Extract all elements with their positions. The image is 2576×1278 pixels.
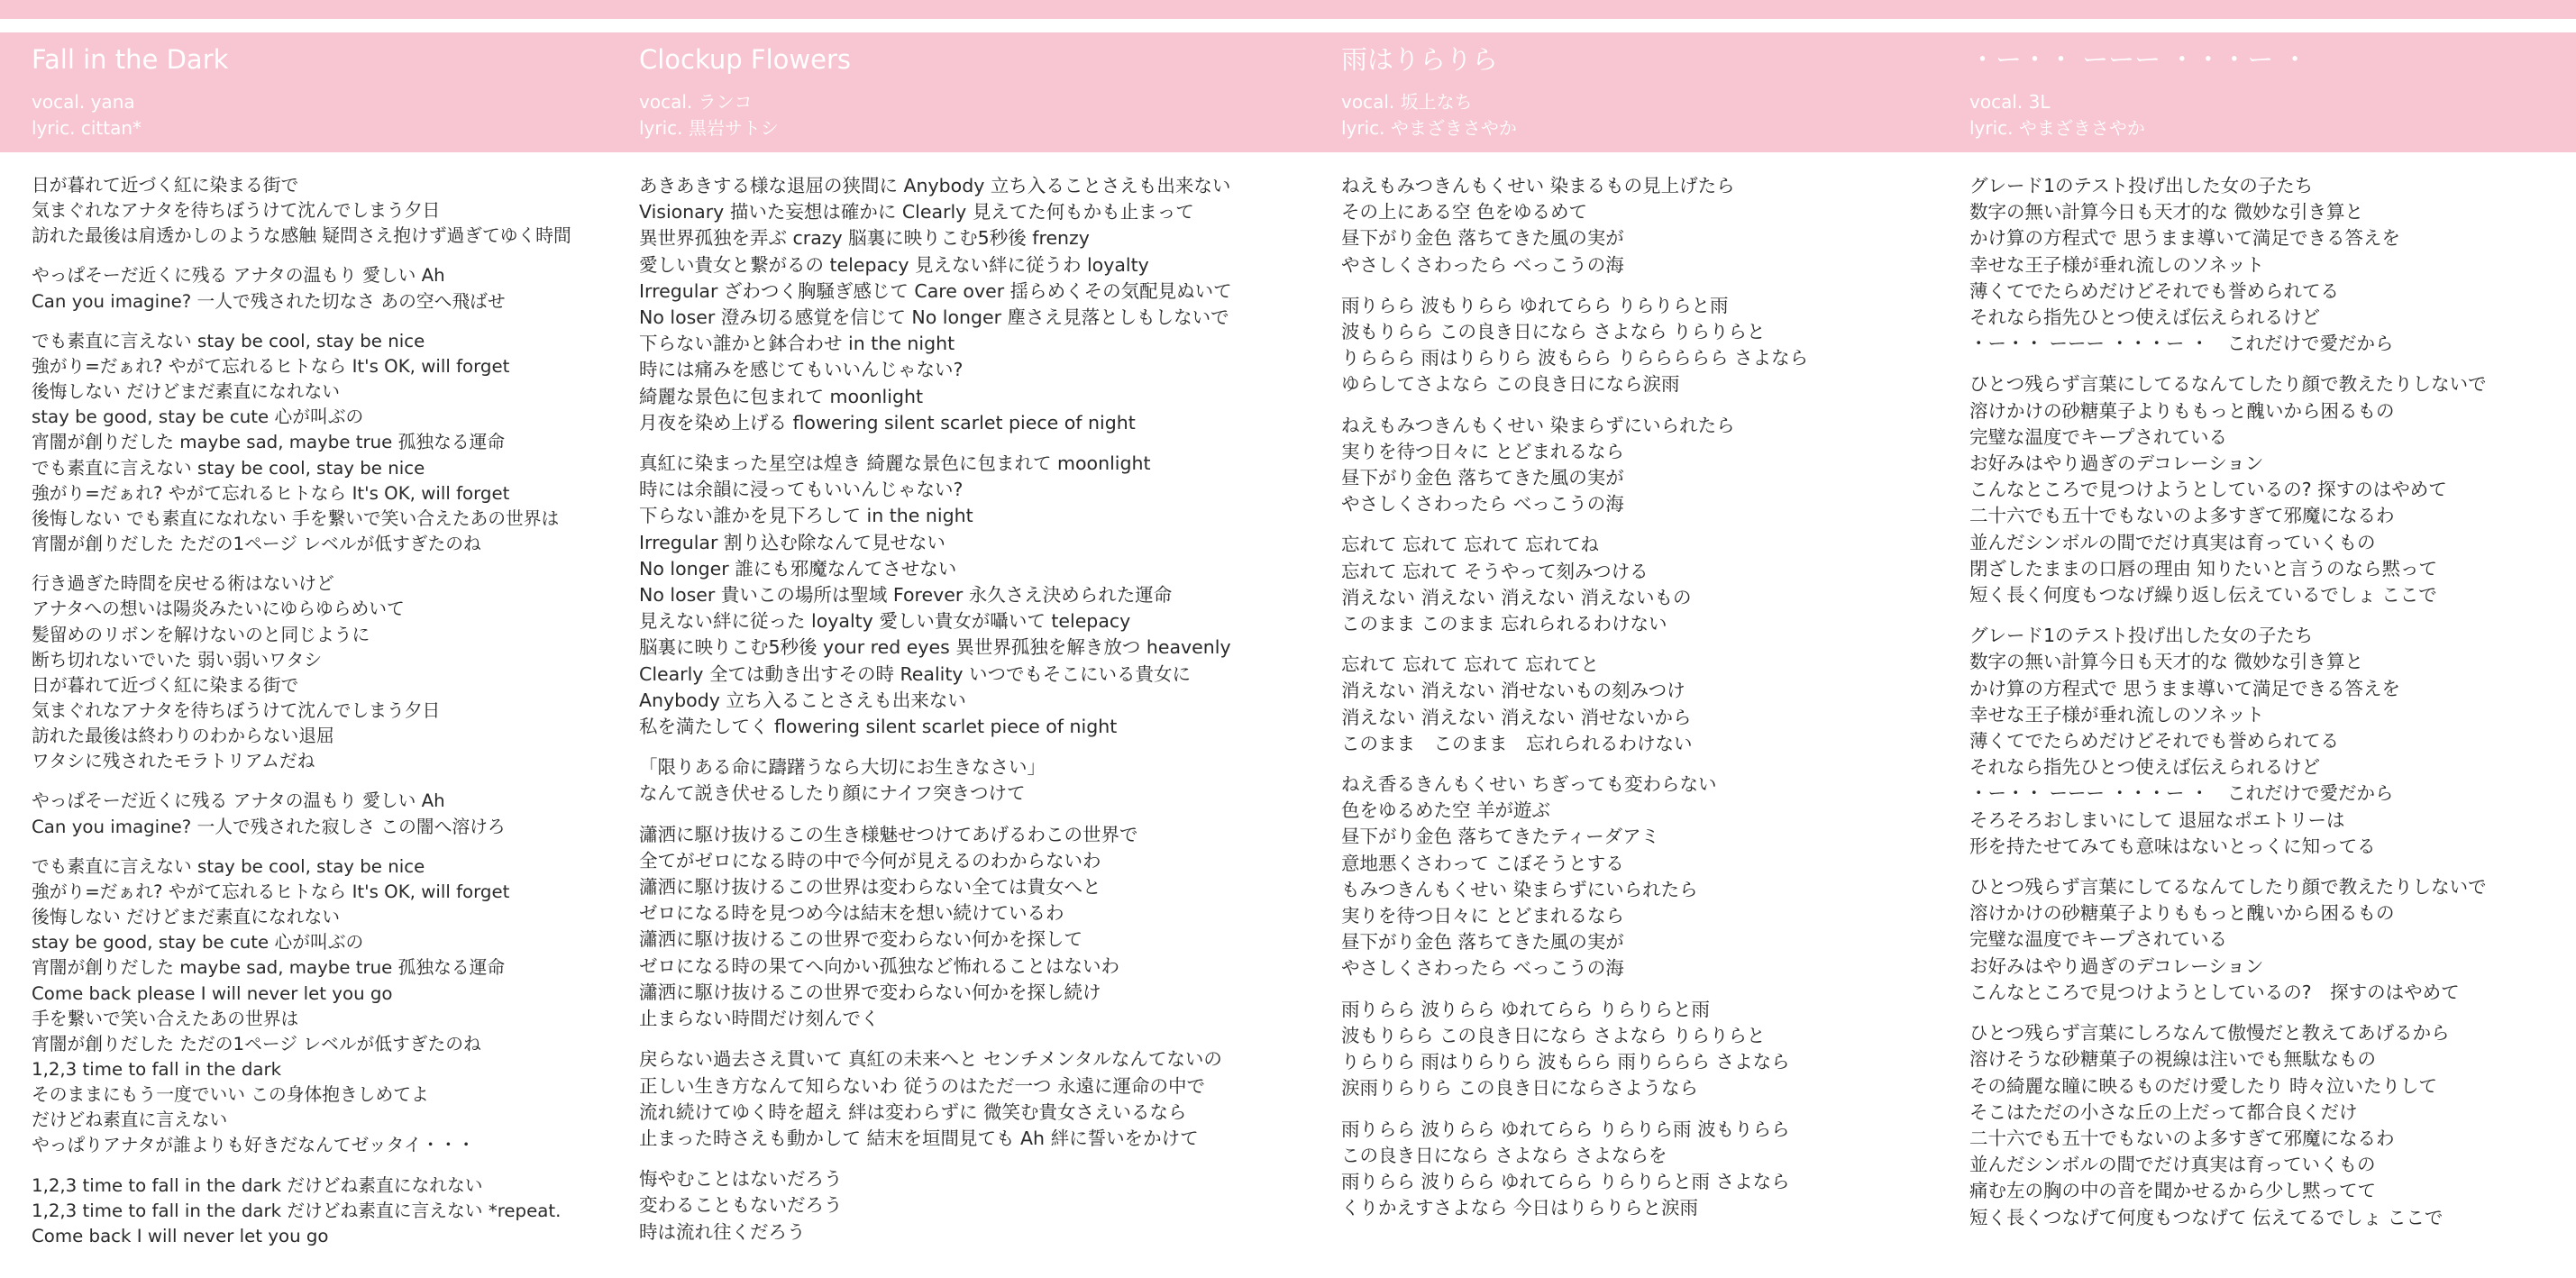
lyric-stanza [1341, 1117, 1808, 1222]
lyric-line: それなら指先ひとつ使えば伝えられるけど [1969, 756, 2321, 779]
lyric-stanza [1341, 997, 1808, 1102]
lyric-stanza [1341, 413, 1808, 518]
lyric-stanza [639, 451, 1232, 740]
track-title: 雨はりらりら [1341, 44, 1499, 75]
lyric-line: やさしくさわったら べっこうの海 [1341, 253, 1624, 276]
lyric-line: 宵闇が創りだした ただの1ページ レベルが低すぎたのね [32, 534, 481, 555]
lyrics-body [1341, 173, 1808, 1236]
lyric-line: 気まぐれなアナタを待ちぼうけて沈んでしまう夕日 [32, 200, 441, 222]
lyric-line: 訪れた最後は終わりのわからない退屈 [32, 726, 334, 747]
lyric-line: Come back I will never let you go [32, 1225, 329, 1246]
lyric-line: No loser 澄み切る感覚を信じて No longer 塵さえ見落としもしないで [639, 306, 1229, 329]
top-accent-bar [0, 0, 2576, 19]
lyric-line: 流れ続けてゆく時を超え 絆は変わらずに 微笑む貴女さえいるなら [639, 1100, 1187, 1123]
lyric-line: 昼下がり金色 落ちてきた風の実が [1341, 467, 1624, 489]
lyric-line: 痛む左の胸の中の音を聞かせるから少し黙ってて [1969, 1180, 2376, 1202]
lyric-line: 愛しい貴女と繋がるの telepacy 見えない絆に従うわ loyalty [639, 253, 1149, 276]
lyric-line: 雨りらら 波りらら ゆれてらら りらりらと雨 [1341, 998, 1711, 1020]
lyric-line: くりかえすさよなら 今日はりらりらと涙雨 [1341, 1197, 1699, 1219]
lyric-line: ひとつ残らず言葉にしてるなんてしたり顔で教えたりしないで [1969, 373, 2487, 396]
lyric-line: 時には余韻に浸ってもいいんじゃない? [639, 479, 964, 501]
lyric-line: 溶けかけの砂糖菓子よりももっと醜いから困るもの [1969, 902, 2395, 925]
lyric-line: 月夜を染め上げる flowering silent scarlet piece of night [639, 411, 1136, 434]
lyric-stanza [32, 263, 571, 314]
lyric-line: 全てがゼロになる時の中で今何が見えるのわからないわ [639, 849, 1101, 872]
lyric-line: りららら 雨はりらりら 波もらら りららららら さよなら [1341, 347, 1809, 370]
lyric-line: 短く長く何度もつなげ繰り返し伝えているでしょ ここで [1969, 584, 2437, 607]
lyric-stanza [1969, 874, 2487, 1006]
lyric-line: 悔やむことはないだろう [639, 1168, 843, 1191]
lyric-line: Irregular ざわつく胸騒ぎ感じて Care over 揺らめくその気配見ぬいて [639, 279, 1232, 302]
lyric-stanza [1341, 173, 1808, 278]
lyric-line: Clearly 全ては動き出すその時 Reality いつでもそこにいる貴女に [639, 662, 1192, 685]
lyric-line: 異世界孤独を弄ぶ crazy 脳裏に映りこむ5秒後 frenzy [639, 227, 1090, 250]
lyric-line: ひとつ残らず言葉にしろなんて傲慢だと教えてあげるから [1969, 1022, 2450, 1045]
lyric-line: 実りを待つ日々に とどまれるなら [1341, 905, 1625, 927]
lyric-line: 下らない誰かと鉢合わせ in the night [639, 333, 955, 355]
lyric-line: 断ち切れないでいた 弱い弱いワタシ [32, 649, 323, 671]
lyric-stanza [1969, 173, 2487, 357]
lyric-line: 手を繋いで笑い合えたあの世界は [32, 1008, 299, 1029]
lyric-stanza [1969, 371, 2487, 608]
lyric-stanza [32, 789, 571, 839]
lyric-line: ねえもみつきんもくせい 染まらずにいられたら [1341, 414, 1735, 436]
track-title: Clockup Flowers [639, 44, 851, 75]
lyric-line: 波もりらら この良き日になら さよなら りらりらと [1341, 1024, 1766, 1046]
lyric-stanza [639, 173, 1232, 436]
lyricist-credit: lyric. やまざきさやか [1969, 117, 2145, 139]
lyric-line: 1,2,3 time to fall in the dark だけどね素直になれない [32, 1174, 483, 1196]
lyric-line: 幸せな王子様が垂れ流しのソネット [1969, 253, 2265, 276]
lyric-line: 見えない絆に従った loyalty 愛しい貴女が囁いて telepacy [639, 610, 1131, 633]
lyric-line: 変わることもないだろう [639, 1194, 843, 1217]
lyric-line: 「限りある命に躊躇うなら大切にお生きなさい」 [639, 756, 1046, 779]
lyric-line: 並んだシンボルの間でだけ真実は育っていくもの [1969, 1154, 2376, 1176]
lyric-line: 忘れて 忘れて そうやって刻みつける [1341, 560, 1649, 582]
lyric-stanza [639, 754, 1232, 807]
lyric-line: そろそろおしまいにして 退屈なポエトリーは [1969, 808, 2345, 831]
lyric-line: ねえ香るきんもくせい ちぎっても変わらない [1341, 773, 1717, 796]
lyric-line: 後悔しない だけどまだ素直になれない [32, 381, 341, 403]
lyric-line: 時は流れ往くだろう [639, 1220, 806, 1243]
lyric-stanza [1341, 771, 1808, 982]
lyric-stanza [32, 173, 571, 249]
lyric-line: ゆらしてさよなら この良き日になら涙雨 [1341, 373, 1680, 396]
lyric-line: お好みはやり過ぎのデコレーション [1969, 452, 2264, 475]
lyric-line: やさしくさわったら べっこうの海 [1341, 493, 1624, 516]
lyric-line: stay be good, stay be cute 心が叫ぶの [32, 932, 364, 954]
lyric-line: stay be good, stay be cute 心が叫ぶの [32, 406, 364, 428]
lyric-line: 幸せな王子様が垂れ流しのソネット [1969, 703, 2265, 726]
lyric-line: やさしくさわったら べっこうの海 [1341, 957, 1624, 980]
lyric-line: あきあきする様な退屈の狭間に Anybody 立ち入ることさえも出来ない [639, 175, 1231, 196]
lyric-line: グレード1のテスト投げ出した女の子たち [1969, 175, 2314, 196]
lyric-line: でも素直に言えない stay be cool, stay be nice [32, 855, 425, 877]
lyricist-credit: lyric. やまざきさやか [1341, 117, 1517, 139]
lyric-line: 日が暮れて近づく紅に染まる街で [32, 175, 299, 196]
lyric-stanza [1969, 623, 2487, 860]
lyric-line: 薄くてでたらめだけどそれでも誉められてる [1969, 279, 2339, 302]
track-title: Fall in the Dark [32, 44, 229, 75]
lyric-stanza [32, 571, 571, 774]
lyric-line: でも素直に言えない stay be cool, stay be nice [32, 457, 425, 479]
lyric-line: 強がり=だぁれ? やがて忘れるヒトなら It's OK, will forget [32, 881, 510, 902]
lyric-line: 薄くてでたらめだけどそれでも誉められてる [1969, 730, 2339, 753]
lyric-line: 閉ざしたままの口唇の理由 知りたいと言うのなら黙って [1969, 557, 2438, 580]
lyric-line: 下らない誰かを見下ろして in the night [639, 505, 973, 527]
lyric-line: 後悔しない だけどまだ素直になれない [32, 907, 341, 928]
track-title: ・ー・・ ーーー ・・・ー ・ [1969, 44, 2308, 75]
lyric-line: Visionary 描いた妄想は確かに Clearly 見えてた何もかも止まって [639, 201, 1194, 224]
lyric-line: Anybody 立ち入ることさえも出来ない [639, 689, 966, 711]
lyric-line: かけ算の方程式で 思うまま導いて満足できる答えを [1969, 227, 2401, 250]
lyric-line: そのままにもう一度でいい この身体抱きしめてよ [32, 1084, 429, 1106]
lyric-line: それなら指先ひとつ使えば伝えられるけど [1969, 306, 2321, 329]
lyric-line: 形を持たせてみても意味はないとっくに知ってる [1969, 835, 2376, 857]
lyric-line: りらりら 雨はりらりら 波もらら 雨りららら さよなら [1341, 1051, 1790, 1073]
lyric-line: ・ー・・ ーーー ・・・ー ・ これだけで愛だから [1969, 782, 2394, 805]
lyric-line: 真紅に染まった星空は煌き 綺麗な景色に包まれて moonlight [639, 452, 1151, 475]
lyric-line: 宵闇が創りだした ただの1ページ レベルが低すぎたのね [32, 1033, 481, 1054]
lyric-stanza [32, 854, 571, 1159]
lyric-line: 私を満たしてく flowering silent scarlet piece of night [639, 716, 1118, 738]
lyric-line: アナタへの想いは陽炎みたいにゆらゆらめいて [32, 598, 405, 620]
lyric-line: 二十六でも五十でもないのよ多すぎて邪魔になるわ [1969, 1127, 2395, 1149]
lyric-line: 脳裏に映りこむ5秒後 your red eyes 異世界孤独を解き放つ heavenly [639, 636, 1231, 659]
lyric-line: ・ー・・ ーーー ・・・ー ・ これだけで愛だから [1969, 333, 2394, 355]
lyric-line: やっぱそーだ近くに残る アナタの温もり 愛しい Ah [32, 790, 445, 812]
lyric-line: No loser 貴いこの場所は聖域 Forever 永久さえ決められた運命 [639, 584, 1173, 607]
lyric-line: 1,2,3 time to fall in the dark だけどね素直に言えない *repeat. [32, 1200, 562, 1221]
lyric-line: 溶けそうな砂糖菓子の視線は注いでも無駄なもの [1969, 1048, 2376, 1071]
lyrics-body [32, 173, 571, 1264]
lyric-line: Irregular 割り込む除なんて見せない [639, 531, 945, 553]
lyric-stanza [639, 822, 1232, 1033]
lyric-line: 消えない 消えない 消えない 消せないから [1341, 706, 1692, 728]
lyric-line: 短く長くつなげて何度もつなげて 伝えてるでしょ ここで [1969, 1206, 2444, 1228]
lyric-line: 瀟洒に駆け抜けるこの世界で変わらない何かを探し続け [639, 981, 1101, 1003]
lyric-line: 雨りらら 波もりらら ゆれてらら りらりらと雨 [1341, 294, 1729, 316]
lyric-line: 完璧な温度でキープされている [1969, 425, 2227, 448]
lyric-line: Can you imagine? 一人で残された切なさ あの空へ飛ばせ [32, 290, 506, 312]
lyric-stanza [639, 1046, 1232, 1152]
lyric-stanza [32, 329, 571, 557]
lyric-line: グレード1のテスト投げ出した女の子たち [1969, 625, 2314, 647]
lyric-line: 強がり=だぁれ? やがて忘れるヒトなら It's OK, will forget [32, 355, 510, 377]
lyrics-body [639, 173, 1232, 1260]
lyric-line: ひとつ残らず言葉にしてるなんてしたり顔で教えたりしないで [1969, 876, 2487, 899]
lyric-line: 強がり=だぁれ? やがて忘れるヒトなら It's OK, will forget [32, 482, 510, 504]
lyric-line: 時には痛みを感じてもいいんじゃない? [639, 359, 964, 381]
lyric-stanza [1341, 293, 1808, 398]
lyric-line: だけどね素直に言えない [32, 1109, 228, 1131]
lyric-line: 二十六でも五十でもないのよ多すぎて邪魔になるわ [1969, 505, 2395, 527]
lyric-line: なんて説き伏せるしたり顔にナイフ突きつけて [639, 782, 1026, 805]
lyric-line: 消えない 消えない 消せないもの刻みつけ [1341, 680, 1685, 702]
lyric-line: 戻らない過去さえ貫いて 真紅の未来へと センチメンタルなんてないの [639, 1048, 1222, 1071]
lyric-line: 綺麗な景色に包まれて moonlight [639, 385, 923, 407]
lyric-line: 止まった時さえも動かして 結末を垣間見ても Ah 絆に誓いをかけて [639, 1127, 1199, 1149]
lyric-line: 後悔しない でも素直になれない 手を繋いで笑い合えたあの世界は [32, 507, 560, 529]
lyric-stanza [639, 1166, 1232, 1246]
lyric-line: 数字の無い計算今日も天才的な 微妙な引き算と [1969, 651, 2364, 673]
lyric-line: 止まらない時間だけ刻んでく [639, 1008, 880, 1030]
lyric-line: 昼下がり金色 落ちてきた風の実が [1341, 227, 1624, 250]
lyric-line: 忘れて 忘れて 忘れて 忘れてね [1341, 534, 1600, 556]
lyric-stanza [32, 1173, 571, 1249]
lyric-line: 数字の無い計算今日も天才的な 微妙な引き算と [1969, 201, 2364, 224]
lyric-line: 日が暮れて近づく紅に染まる街で [32, 674, 299, 696]
lyric-line: この良き日になら さよなら さよならを [1341, 1144, 1667, 1166]
lyric-line: 忘れて 忘れて 忘れて 忘れてと [1341, 653, 1600, 676]
lyric-line: そこはただの小さな丘の上だって都合良くだけ [1969, 1100, 2358, 1123]
lyric-line: 色をゆるめた空 羊が遊ぶ [1341, 799, 1551, 822]
lyric-line: かけ算の方程式で 思うまま導いて満足できる答えを [1969, 677, 2401, 699]
lyric-line: 昼下がり金色 落ちてきた風の実が [1341, 931, 1624, 954]
lyric-line: 雨りらら 波りらら ゆれてらら りらりらと雨 さよなら [1341, 1170, 1790, 1192]
lyric-line: 正しい生き方なんて知らないわ 従うのはただ一つ 永遠に運命の中で [639, 1074, 1206, 1097]
lyric-line: ねえもみつきんもくせい 染まるもの見上げたら [1341, 175, 1735, 196]
lyric-line: でも素直に言えない stay be cool, stay be nice [32, 330, 425, 351]
lyric-stanza [1341, 652, 1808, 757]
lyric-line: 消えない 消えない 消えない 消えないもの [1341, 586, 1692, 608]
vocal-credit: vocal. ランコ [639, 91, 753, 113]
lyric-line: やっぱそーだ近くに残る アナタの温もり 愛しい Ah [32, 265, 445, 287]
lyric-line: 宵闇が創りだした maybe sad, maybe true 孤独なる運命 [32, 432, 506, 453]
lyric-line: ワタシに残されたモラトリアムだね [32, 751, 315, 772]
lyric-line: 瀟洒に駆け抜けるこの世界は変わらない全ては貴女へと [639, 876, 1101, 899]
lyric-line: やっぱりアナタが誰よりも好きだなんてゼッタイ・・・ [32, 1135, 475, 1156]
lyric-line: Can you imagine? 一人で残された寂しさ この闇へ溶けろ [32, 816, 506, 837]
lyric-line: お好みはやり過ぎのデコレーション [1969, 954, 2264, 977]
lyric-line: 昼下がり金色 落ちてきたティーダアミ [1341, 826, 1660, 848]
lyric-line: このまま このまま 忘れられるわけない [1341, 732, 1693, 754]
lyric-line: 完璧な温度でキープされている [1969, 928, 2227, 951]
lyric-line: No longer 誰にも邪魔なんてさせない [639, 557, 957, 580]
lyric-line: 溶けかけの砂糖菓子よりももっと醜いから困るもの [1969, 399, 2395, 422]
lyricist-credit: lyric. cittan* [32, 117, 142, 139]
lyric-line: 実りを待つ日々に とどまれるなら [1341, 440, 1625, 462]
lyric-line: 髪留めのリボンを解けないのと同じように [32, 624, 370, 645]
lyric-line: 宵闇が創りだした maybe sad, maybe true 孤独なる運命 [32, 957, 506, 979]
lyric-line: Come back please I will never let you go [32, 982, 393, 1004]
lyric-line: 雨りらら 波りらら ゆれてらら りらりら雨 波もりらら [1341, 1118, 1790, 1140]
lyric-line: 並んだシンボルの間でだけ真実は育っていくもの [1969, 531, 2376, 553]
lyric-line: こんなところで見つけようとしているの? 探すのはやめて [1969, 981, 2460, 1003]
vocal-credit: vocal. 坂上なち [1341, 91, 1473, 113]
lyric-line: 波もりらら この良き日になら さよなら りらりらと [1341, 321, 1766, 343]
lyric-line: ゼロになる時を見つめ今は結末を想い続けているわ [639, 902, 1064, 925]
vocal-credit: vocal. 3L [1969, 91, 2051, 113]
lyrics-body [1969, 173, 2487, 1246]
lyric-line: その綺麗な瞳に映るものだけ愛したり 時々泣いたりして [1969, 1074, 2438, 1097]
lyric-line: 訪れた最後は肩透かしのような感触 疑問さえ抱けず過ぎてゆく時間 [32, 225, 571, 247]
lyric-line: ゼロになる時の果てへ向かい孤独など怖れることはないわ [639, 954, 1119, 977]
lyric-line: こんなところで見つけようとしているの? 探すのはやめて [1969, 479, 2447, 501]
lyric-stanza [1969, 1020, 2487, 1231]
lyric-line: 瀟洒に駆け抜けるこの世界で変わらない何かを探して [639, 928, 1082, 951]
lyricist-credit: lyric. 黒岩サトシ [639, 117, 779, 139]
lyric-line: 1,2,3 time to fall in the dark [32, 1059, 282, 1080]
lyric-line: このまま このまま 忘れられるわけない [1341, 613, 1667, 635]
lyric-line: 行き過ぎた時間を戻せる術はないけど [32, 573, 334, 595]
vocal-credit: vocal. yana [32, 91, 135, 113]
lyric-line: 瀟洒に駆け抜けるこの生き様魅せつけてあげるわこの世界で [639, 823, 1138, 845]
lyric-line: 気まぐれなアナタを待ちぼうけて沈んでしまう夕日 [32, 699, 441, 721]
lyric-line: もみつきんもくせい 染まらずにいられたら [1341, 878, 1698, 900]
lyric-line: その上にある空 色をゆるめて [1341, 201, 1588, 224]
lyric-line: 涙雨りらりら この良き日にならさようなら [1341, 1077, 1699, 1100]
lyric-stanza [1341, 532, 1808, 637]
lyric-line: 意地悪くさわって こぼそうとする [1341, 852, 1624, 874]
